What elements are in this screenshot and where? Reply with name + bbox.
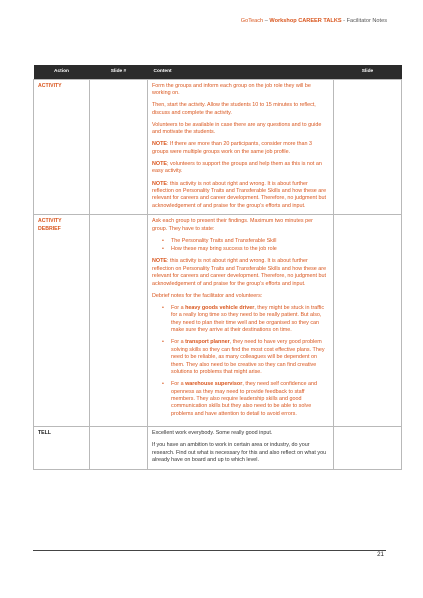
paragraph: Debrief notes for the facilitator and volunteers: (152, 292, 263, 299)
table-row-activity-debrief (34, 215, 402, 427)
paragraph: Excellent work everybody. Some really good input. (152, 430, 273, 437)
paragraph: Form the groups and inform each group on the job role they will be working on. (152, 82, 311, 96)
slide-number-cell (90, 215, 148, 427)
header-brand: GoTeach (240, 18, 264, 24)
note-prefix: For a (171, 305, 186, 312)
note-label: NOTE (152, 258, 167, 265)
note-text: , they need to have very good problem solving skills so they can find the most cost effective plans. They need to be reliable, as many colleagues will be dependent on them. They also need to be creative so they can find creative solutions to problems that might arise. (171, 339, 325, 376)
facilitator-notes-table (33, 65, 402, 470)
bullet-list (162, 238, 329, 254)
note-prefix: For a (171, 339, 186, 346)
debrief-notes-list (162, 305, 329, 418)
list-item (162, 381, 329, 418)
note-paragraph (152, 141, 329, 156)
note-prefix: For a (171, 381, 186, 388)
list-item: • How these may bring success to the job role (162, 246, 329, 253)
note-text: , they need self confidence and openness as they may need to provide feedback to staff members. They also require leadership skills and good communication skills but they also need to be able to solve problems and have attention to detail to avoid errors. (171, 381, 317, 417)
action-cell: TELL (34, 427, 90, 469)
content-cell (148, 427, 334, 469)
table-header-row (34, 65, 402, 79)
note-paragraph (152, 181, 329, 211)
note-text: : this activity is not about right and wrong. It is about further reflection on Personality Traits and Transferable Skills and how these are relevant for careers and career development. Therefore, no judgment but acknowledgement of and praise for the group’s efforts and input. (152, 180, 327, 209)
note-label: NOTE (152, 180, 167, 187)
header-separator: – (263, 18, 270, 24)
note-text: : this activity is not about right and wrong. It is about further reflection on Personality Traits and Transferable Skills and how these are relevant for careers and career development. Therefore, no judgment but acknowledgement of and praise for the group’s efforts and input. (152, 258, 327, 287)
slide-number-cell (90, 79, 148, 215)
content-cell (148, 215, 334, 427)
paragraph: Then, start the activity. Allow the students 10 to 15 minutes to reflect, discuss and complete the activity. (152, 102, 316, 116)
slide-number-cell (90, 427, 148, 469)
content-cell (148, 79, 334, 215)
note-text: ; volunteers to support the groups and help them as this is not an easy activity. (152, 160, 322, 175)
table-row-tell (34, 427, 402, 469)
footer-divider (33, 550, 386, 551)
column-header-content: Content (148, 65, 334, 79)
slide-cell (334, 427, 402, 469)
list-item: • The Personality Traits and Transferable Skill (162, 238, 329, 245)
note-label: NOTE (152, 160, 167, 167)
note-label: NOTE (152, 141, 167, 148)
action-cell: ACTIVITY DEBRIEF (34, 215, 90, 427)
job-role: transport planner (185, 339, 230, 346)
note-text: : If there are more than 20 participants, consider more than 3 groups were multiple groups work on the same job profile. (152, 141, 313, 155)
paragraph: If you have an ambition to work in certain area or industry, do your research. Find out what is necessary for this and also reflect on what you already have on board and up to which level. (152, 442, 327, 464)
column-header-slide-number: Slide # (90, 65, 148, 79)
table-row-activity (34, 79, 402, 215)
page-number: 21 (377, 551, 384, 558)
header-subtitle: - Facilitator Notes (341, 18, 387, 24)
job-role: heavy goods vehicle driver (185, 305, 255, 312)
column-header-action: Action (34, 65, 90, 79)
job-role: warehouse supervisor (185, 381, 243, 388)
list-item (162, 339, 329, 376)
note-paragraph (152, 258, 329, 288)
column-header-slide: Slide (334, 65, 402, 79)
note-paragraph (152, 161, 329, 176)
list-item (162, 305, 329, 335)
action-cell: ACTIVITY (34, 79, 90, 215)
page-header (241, 18, 387, 24)
header-title: Workshop CAREER TALKS (269, 18, 342, 24)
paragraph: Volunteers to be available in case there are any questions and to guide and motivate the students. (152, 121, 322, 136)
slide-cell (334, 79, 402, 215)
note-text: , they might be stuck in traffic for a really long time so they need to be really patient. But also, they need to plan their time well and be organised so they can make sure they arrive at their destinations on time. (171, 305, 325, 334)
paragraph: Ask each group to present their findings. Maximum two minutes per group. They have to state: (152, 218, 313, 232)
slide-cell (334, 215, 402, 427)
